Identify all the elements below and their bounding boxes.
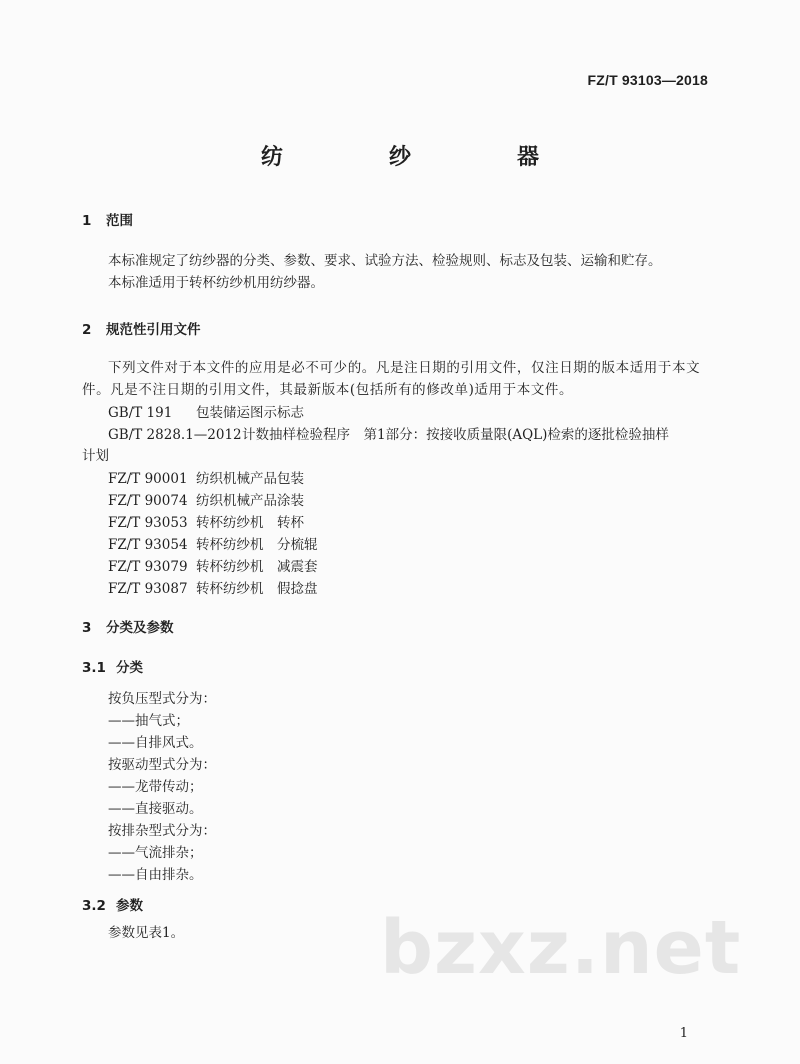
classification-line: ——直接驱动。 — [108, 801, 203, 817]
reference-item — [108, 489, 304, 509]
reference-item — [108, 423, 669, 443]
reference-item — [108, 401, 304, 421]
section-title: 规范性引用文件 — [106, 322, 201, 338]
reference-item — [108, 555, 318, 575]
reference-title: 包装储运图示标志 — [196, 405, 304, 421]
section-number: 3 — [82, 620, 92, 636]
reference-title: 转杯纺纱机 假捻盘 — [196, 581, 318, 597]
page-number: 1 — [679, 1026, 688, 1041]
paragraph: 本标准适用于转杯纺纱机用纺纱器。 — [108, 275, 324, 291]
reference-code: GB/T 191 — [108, 405, 173, 421]
standard-number: FZ/T 93103—2018 — [587, 72, 708, 88]
paragraph: 本标准规定了纺纱器的分类、参数、要求、试验方法、检验规则、标志及包装、运输和贮存。 — [108, 253, 662, 269]
reference-item — [108, 467, 304, 487]
classification-line: ——抽气式； — [108, 713, 189, 729]
classification-line: ——气流排杂； — [108, 845, 203, 861]
reference-code: FZ/T 93079 — [108, 559, 188, 575]
intro-paragraph: 下列文件对于本文件的应用是必不可少的。凡是注日期的引用文件，仅注日期的版本适用于本文件。凡是不注日期的引用文件，其最新版本(包括所有的修改单)适用于本文件。 — [82, 360, 701, 398]
section-number: 3.1 — [82, 660, 106, 676]
classification-line: ——龙带传动； — [108, 779, 203, 795]
section-title: 范围 — [106, 213, 133, 229]
classification-line: ——自由排杂。 — [108, 867, 203, 883]
section-3-1-heading — [82, 656, 143, 676]
reference-title: 计数抽样检验程序 第1部分：按接收质量限(AQL)检索的逐批检验抽样 — [242, 427, 669, 443]
reference-code: FZ/T 93053 — [108, 515, 188, 531]
reference-code: FZ/T 90001 — [108, 471, 188, 487]
classification-line: 按排杂型式分为： — [108, 823, 216, 839]
reference-title: 转杯纺纱机 转杯 — [196, 515, 304, 531]
section-number: 3.2 — [82, 898, 106, 914]
section-3-2-heading — [82, 894, 143, 914]
section-title: 参数 — [116, 898, 143, 914]
reference-continuation: 计划 — [82, 448, 109, 464]
reference-code: GB/T 2828.1—2012 — [108, 427, 242, 443]
section-number: 2 — [82, 322, 92, 338]
reference-code: FZ/T 93087 — [108, 581, 188, 597]
section-2-heading — [82, 318, 201, 338]
reference-item — [108, 533, 318, 553]
reference-code: FZ/T 93054 — [108, 537, 188, 553]
reference-title: 纺织机械产品涂装 — [196, 493, 304, 509]
watermark: bzxz.net — [380, 905, 742, 991]
document-title: 纺 纱 器 — [260, 145, 581, 170]
reference-title: 纺织机械产品包装 — [196, 471, 304, 487]
section-title: 分类及参数 — [106, 620, 174, 636]
section-1-heading — [82, 209, 133, 229]
paragraph: 参数见表1。 — [108, 925, 185, 941]
reference-item — [108, 577, 318, 597]
section-title: 分类 — [116, 660, 143, 676]
reference-item — [108, 511, 304, 531]
classification-line: ——自排风式。 — [108, 735, 203, 751]
classification-line: 按驱动型式分为： — [108, 757, 216, 773]
reference-title: 转杯纺纱机 减震套 — [196, 559, 318, 575]
section-3-heading — [82, 616, 174, 636]
classification-line: 按负压型式分为： — [108, 691, 216, 707]
section-number: 1 — [82, 213, 92, 229]
reference-code: FZ/T 90074 — [108, 493, 188, 509]
reference-title: 转杯纺纱机 分梳辊 — [196, 537, 318, 553]
